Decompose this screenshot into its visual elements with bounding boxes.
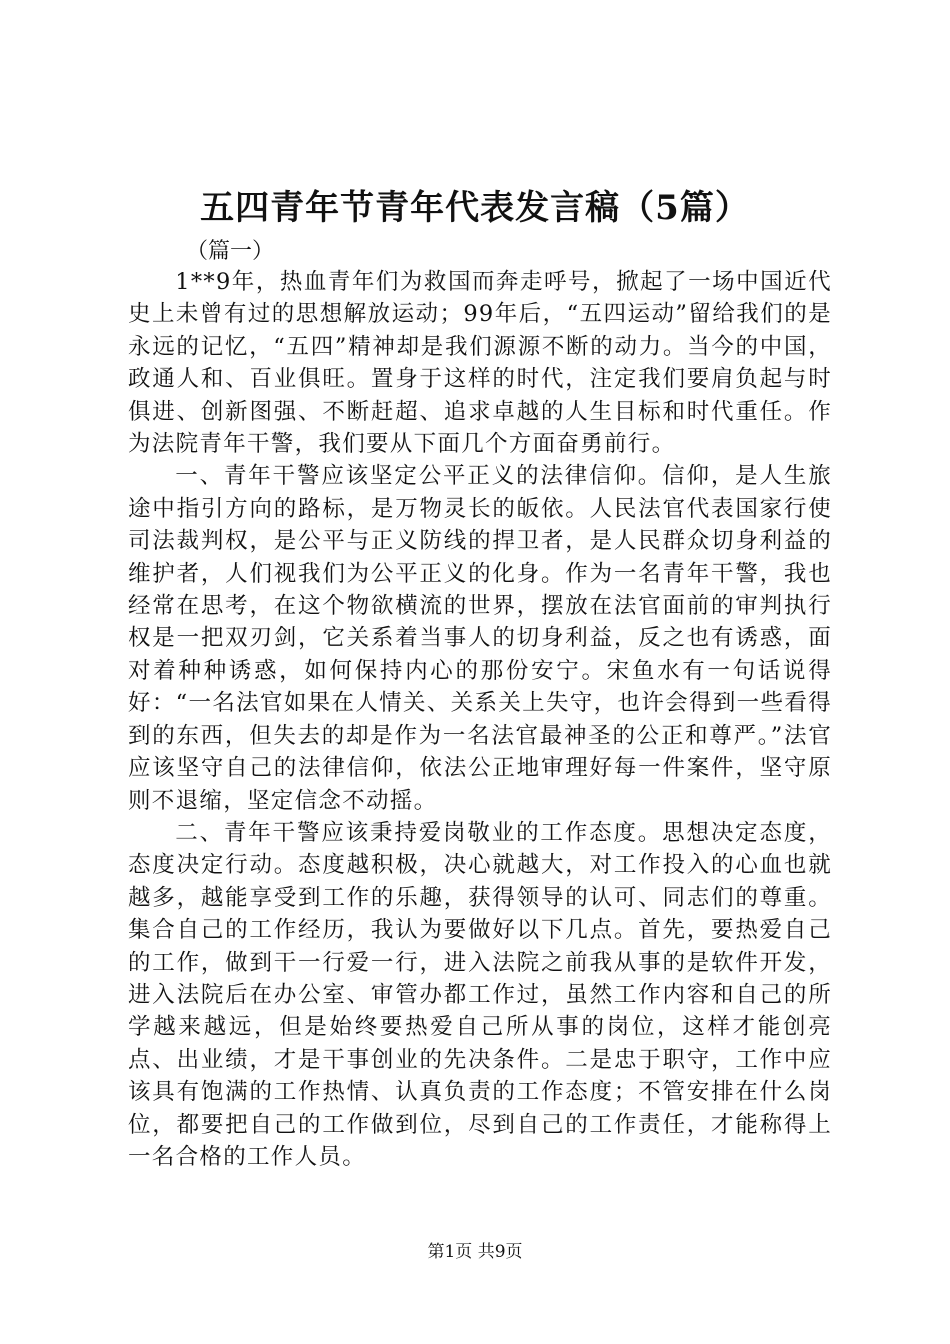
paragraph-point-two: 二、青年干警应该秉持爱岗敬业的工作态度。思想决定态度，态度决定行动。态度越积极，决心就越大，对工作投入的心血也就越多，越能享受到工作的乐趣，获得领导的认可、同志们的尊重。集合自己的工作经历，我认为要做好以下几点。首先，要热爱自己的工作，做到干一行爱一行，进入法院之前我从事的是软件开发，进入法院后在办公室、审管办都工作过，虽然工作内容和自己的所学越来越远，但是始终要热爱自己所从事的岗位，这样才能创亮点、出业绩，才是干事创业的先决条件。二是忠于职守，工作中应该具有饱满的工作热情、认真负责的工作态度；不管安排在什么岗位，都要把自己的工作做到位，尽到自己的工作责任，才能称得上一名合格的工作人员。 — [128, 819, 832, 1170]
paragraph-point-one: 一、青年干警应该坚定公平正义的法律信仰。信仰，是人生旅途中指引方向的路标，是万物灵长的皈依。人民法官代表国家行使司法裁判权，是公平与正义防线的捍卫者，是人民群众切身利益的维护者，人们视我们为公平正义的化身。作为一名青年干警，我也经常在思考，在这个物欲横流的世界，摆放在法官面前的审判执行权是一把双刃剑，它关系着当事人的切身利益，反之也有诱惑，面对着种种诱惑，如何保持内心的那份安宁。宋鱼水有一句话说得好：“一名法官如果在人情关、关系关上失守，也许会得到一些看得到的东西，但失去的却是作为一名法官最神圣的公正和尊严。”法官应该坚守自己的法律信仰，依法公正地审理好每一件案件，坚守原则不退缩，坚定信念不动摇。 — [128, 463, 832, 814]
section-label: （篇一） — [186, 239, 275, 264]
paragraph-intro: 1**9年，热血青年们为救国而奔走呼号，掀起了一场中国近代史上未曾有过的思想解放运动；99年后，“五四运动”留给我们的是永远的记忆，“五四”精神却是我们源源不断的动力。当今的中国，政通人和、百业俱旺。置身于这样的时代，注定我们要肩负起与时俱进、创新图强、不断赶超、追求卓越的人生目标和时代重任。作为法院青年干警，我们要从下面几个方面奋勇前行。 — [128, 269, 832, 458]
document-title: 五四青年节青年代表发言稿（5篇） — [200, 188, 750, 228]
page-footer: 第1页 共9页 — [427, 1242, 523, 1262]
document-body — [128, 266, 832, 1173]
